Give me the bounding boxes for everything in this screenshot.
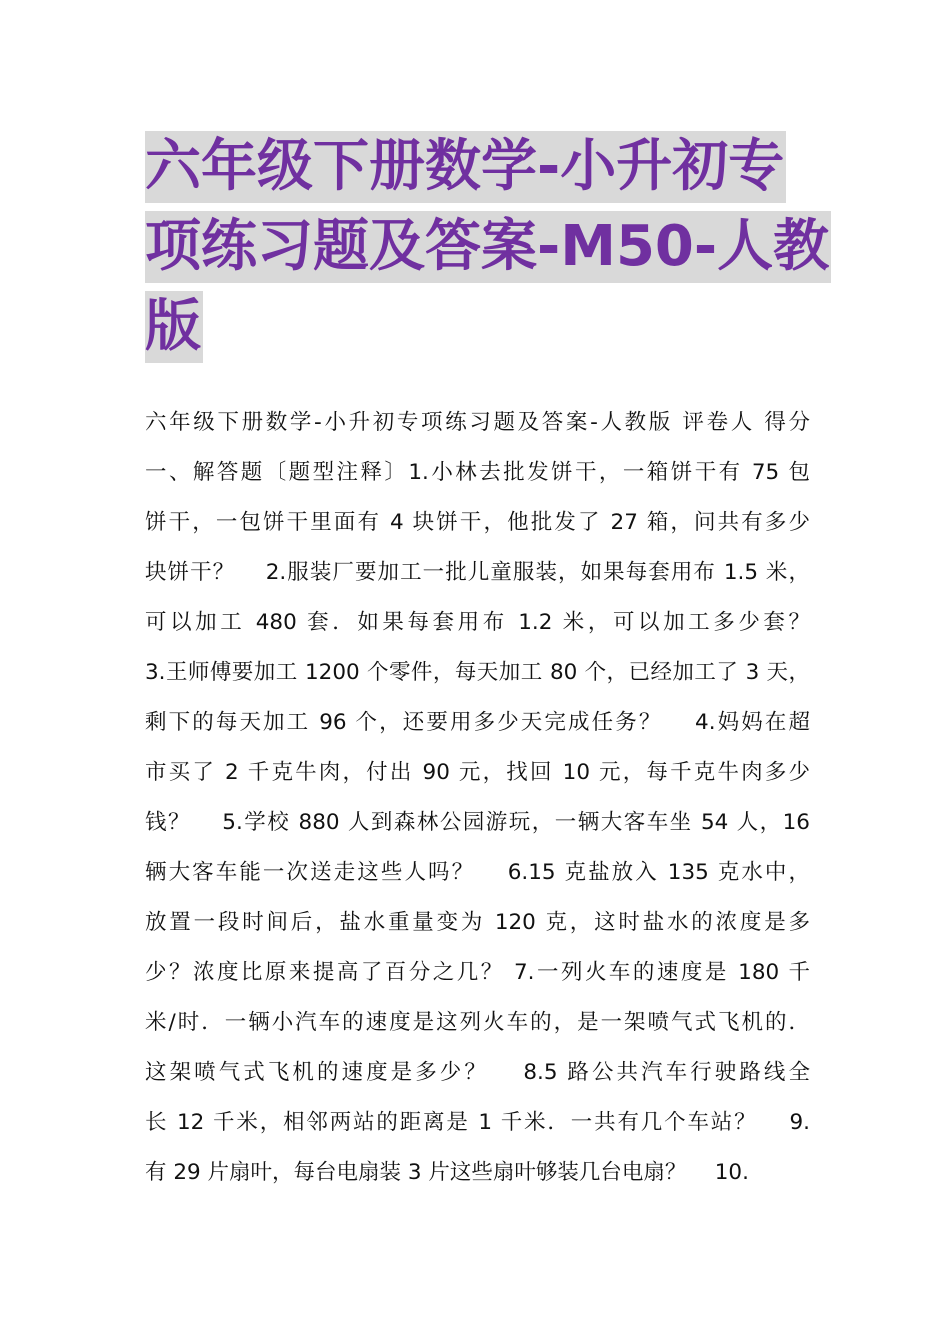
title-line-2: 项练习题及答案-M50-人教: [145, 211, 831, 283]
title-line-3: 版: [145, 291, 203, 363]
body-line-6: 3.王师傅要加工 1200 个零件，每天加工 80 个，已经加工了 3 天，: [145, 660, 810, 685]
title-line-1: 六年级下册数学-小升初专: [145, 131, 786, 203]
body-line-13: 米/时．一辆小汽车的速度是这列火车的，是一架喷气式飞机的．: [145, 1010, 810, 1035]
body-line-15: 长 12 千米，相邻两站的距离是 1 千米．一共有几个车站？ 9.: [145, 1110, 810, 1135]
body-line-12: 少？浓度比原来提高了百分之几？ 7.一列火车的速度是 180 千: [145, 960, 810, 985]
body-line-16: 有 29 片扇叶，每台电扇装 3 片这些扇叶够装几台电扇？ 10.: [145, 1160, 749, 1185]
body-line-7: 剩下的每天加工 96 个，还要用多少天完成任务？ 4.妈妈在超: [145, 710, 810, 735]
body-line-9: 钱？ 5.学校 880 人到森林公园游玩，一辆大客车坐 54 人，16: [145, 810, 810, 835]
body-line-2: 一、解答题〔题型注释〕1.小林去批发饼干，一箱饼干有 75 包: [145, 460, 810, 485]
body-line-1: 六年级下册数学-小升初专项练习题及答案-人教版 评卷人 得分: [145, 410, 810, 435]
body-line-4: 块饼干？ 2.服装厂要加工一批儿童服装，如果每套用布 1.5 米，: [145, 560, 810, 585]
body-line-11: 放置一段时间后，盐水重量变为 120 克，这时盐水的浓度是多: [145, 910, 810, 935]
body-line-8: 市买了 2 千克牛肉，付出 90 元，找回 10 元，每千克牛肉多少: [145, 760, 810, 785]
body-line-10: 辆大客车能一次送走这些人吗？ 6.15 克盐放入 135 克水中，: [145, 860, 810, 885]
document-title: [145, 128, 830, 368]
body-line-3: 饼干，一包饼干里面有 4 块饼干，他批发了 27 箱，问共有多少: [145, 510, 810, 535]
document-body: [145, 398, 810, 1198]
body-line-14: 这架喷气式飞机的速度是多少？ 8.5 路公共汽车行驶路线全: [145, 1060, 810, 1085]
body-line-5: 可以加工 480 套．如果每套用布 1.2 米，可以加工多少套？: [145, 610, 810, 635]
